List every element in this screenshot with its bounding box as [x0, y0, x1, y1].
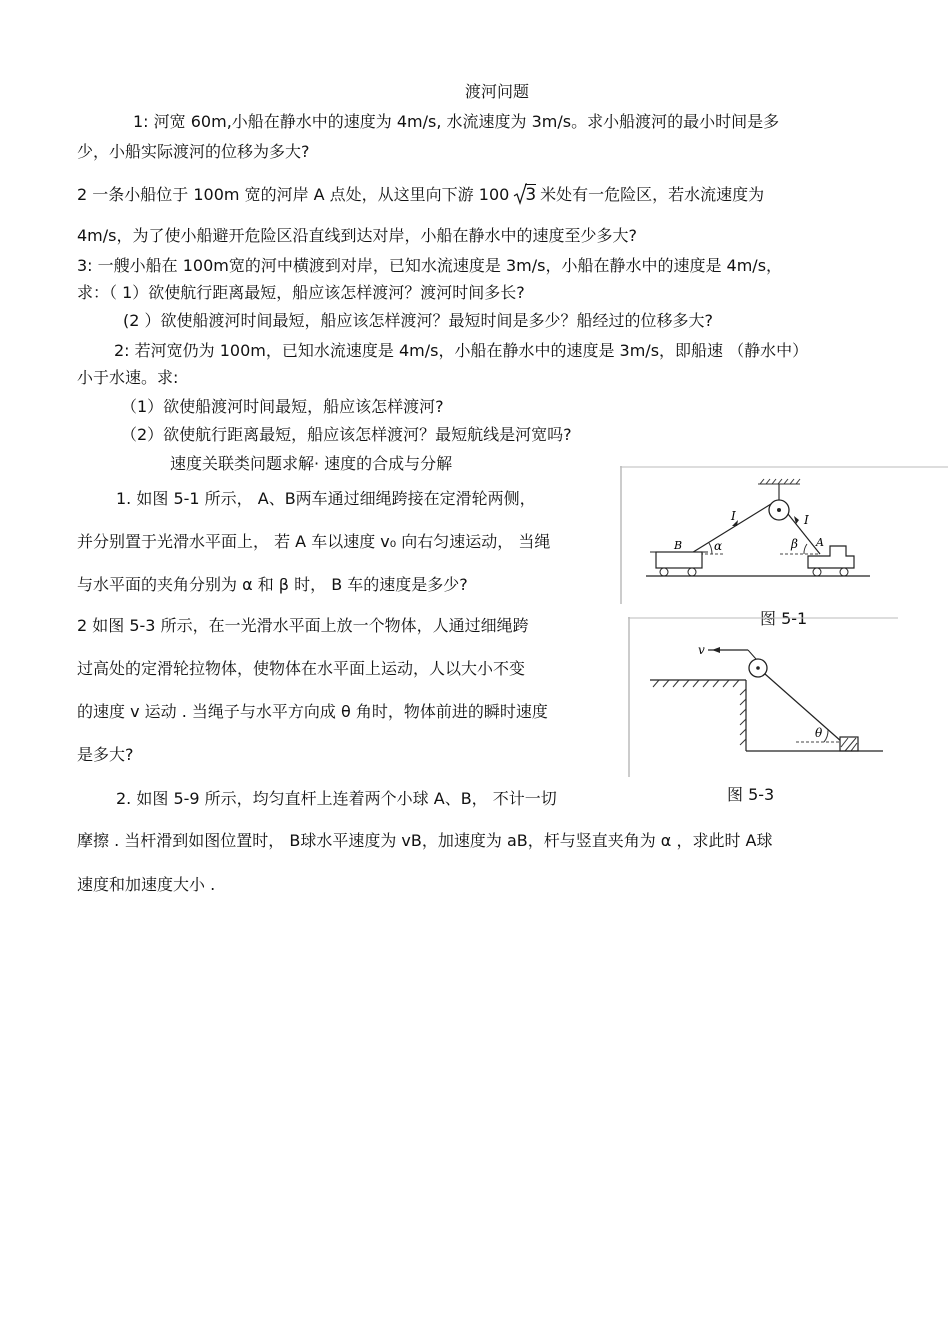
q2-line-1 — [77, 185, 764, 205]
p3-line-2: 摩擦 . 当杆滑到如图位置时， B球水平速度为 vB，加速度为 aB，杆与竖直夹角为 α ，求此时 A球 — [77, 831, 773, 850]
p1-line-3: 与水平面的夹角分别为 α 和 β 时， B 车的速度是多少? — [77, 575, 468, 594]
fig1-label-a: A — [816, 536, 824, 549]
q2-line-1-part-b: 米处有一危险区，若水流速度为 — [540, 185, 765, 204]
p2-line-2: 过高处的定滑轮拉物体，使物体在水平面上运动，人以大小不变 — [77, 659, 526, 678]
q4-line-3: （1）欲使船渡河时间最短，船应该怎样渡河? — [121, 397, 444, 416]
figure-5-3-caption: 图 5-3 — [727, 785, 775, 804]
fig1-beta-label: β — [791, 537, 798, 551]
q3-line-1: 3: 一艘小船在 100m宽的河中横渡到对岸，已知水流速度是 3m/s，小船在静水中的速度是 4m/s， — [77, 256, 783, 275]
p2-line-4: 是多大? — [77, 745, 134, 764]
fig2-theta-label: θ — [815, 726, 823, 740]
q4-line-2: 小于水速。求: — [77, 368, 179, 387]
sqrt-radical-icon — [513, 183, 527, 205]
figure-5-1 — [620, 466, 948, 606]
p1-line-2: 并分别置于光滑水平面上， 若 A 车以速度 v₀ 向右匀速运动， 当绳 — [77, 532, 551, 551]
p2-line-3: 的速度 v 运动 . 当绳子与水平方向成 θ 角时，物体前进的瞬时速度 — [77, 702, 548, 721]
fig1-rope-label-right: I — [804, 513, 809, 527]
figure-5-1-caption: 图 5-1 — [760, 609, 808, 628]
q1-line-1: 1: 河宽 60m,小船在静水中的速度为 4m/s, 水流速度为 3m/s。求小船渡河的最小时间是多 — [133, 112, 780, 131]
p1-line-1: 1. 如图 5-1 所示， A、B两车通过细绳跨接在定滑轮两侧， — [116, 489, 536, 508]
page-title: 渡河问题 — [465, 82, 530, 101]
fig1-alpha-label: α — [714, 539, 723, 553]
q3-line-2: 求：（ 1）欲使航行距离最短，船应该怎样渡河？渡河时间多长? — [77, 283, 525, 302]
q4-line-1: 2: 若河宽仍为 100m，已知水流速度是 4m/s，小船在静水中的速度是 3m/s，即船速 （静水中） — [114, 341, 809, 360]
p2-line-1: 2 如图 5-3 所示，在一光滑水平面上放一个物体，人通过细绳跨 — [77, 616, 529, 635]
fig2-v-label: v — [698, 643, 705, 657]
sqrt-radicand: 3 — [525, 185, 537, 205]
p3-line-1: 2. 如图 5-9 所示，均匀直杆上连着两个小球 A、B， 不计一切 — [116, 789, 557, 808]
cart-b — [650, 539, 708, 576]
q4-line-4: （2）欲使航行距离最短，船应该怎样渡河？最短航线是河宽吗? — [121, 425, 572, 444]
fig1-rope-label-left: I — [731, 509, 736, 523]
car-a — [808, 536, 854, 576]
q3-line-3: (2 ）欲使船渡河时间最短，船应该怎样渡河？最短时间是多少？船经过的位移多大? — [123, 311, 714, 330]
ceiling-hatch — [758, 479, 800, 484]
section-heading: 速度关联类问题求解· 速度的合成与分解 — [170, 454, 453, 473]
fig1-label-b: B — [674, 539, 683, 552]
q2-line-2: 4m/s，为了使小船避开危险区沿直线到达对岸，小船在静水中的速度至少多大? — [77, 226, 637, 245]
sqrt-symbol — [513, 185, 536, 205]
q1-line-2: 少，小船实际渡河的位移为多大? — [77, 142, 310, 161]
p3-line-3: 速度和加速度大小 . — [77, 875, 216, 894]
figure-5-3 — [628, 617, 898, 777]
rope — [765, 674, 842, 742]
q2-line-1-part-a: 2 一条小船位于 100m 宽的河岸 A 点处，从这里向下游 100 — [77, 185, 510, 204]
